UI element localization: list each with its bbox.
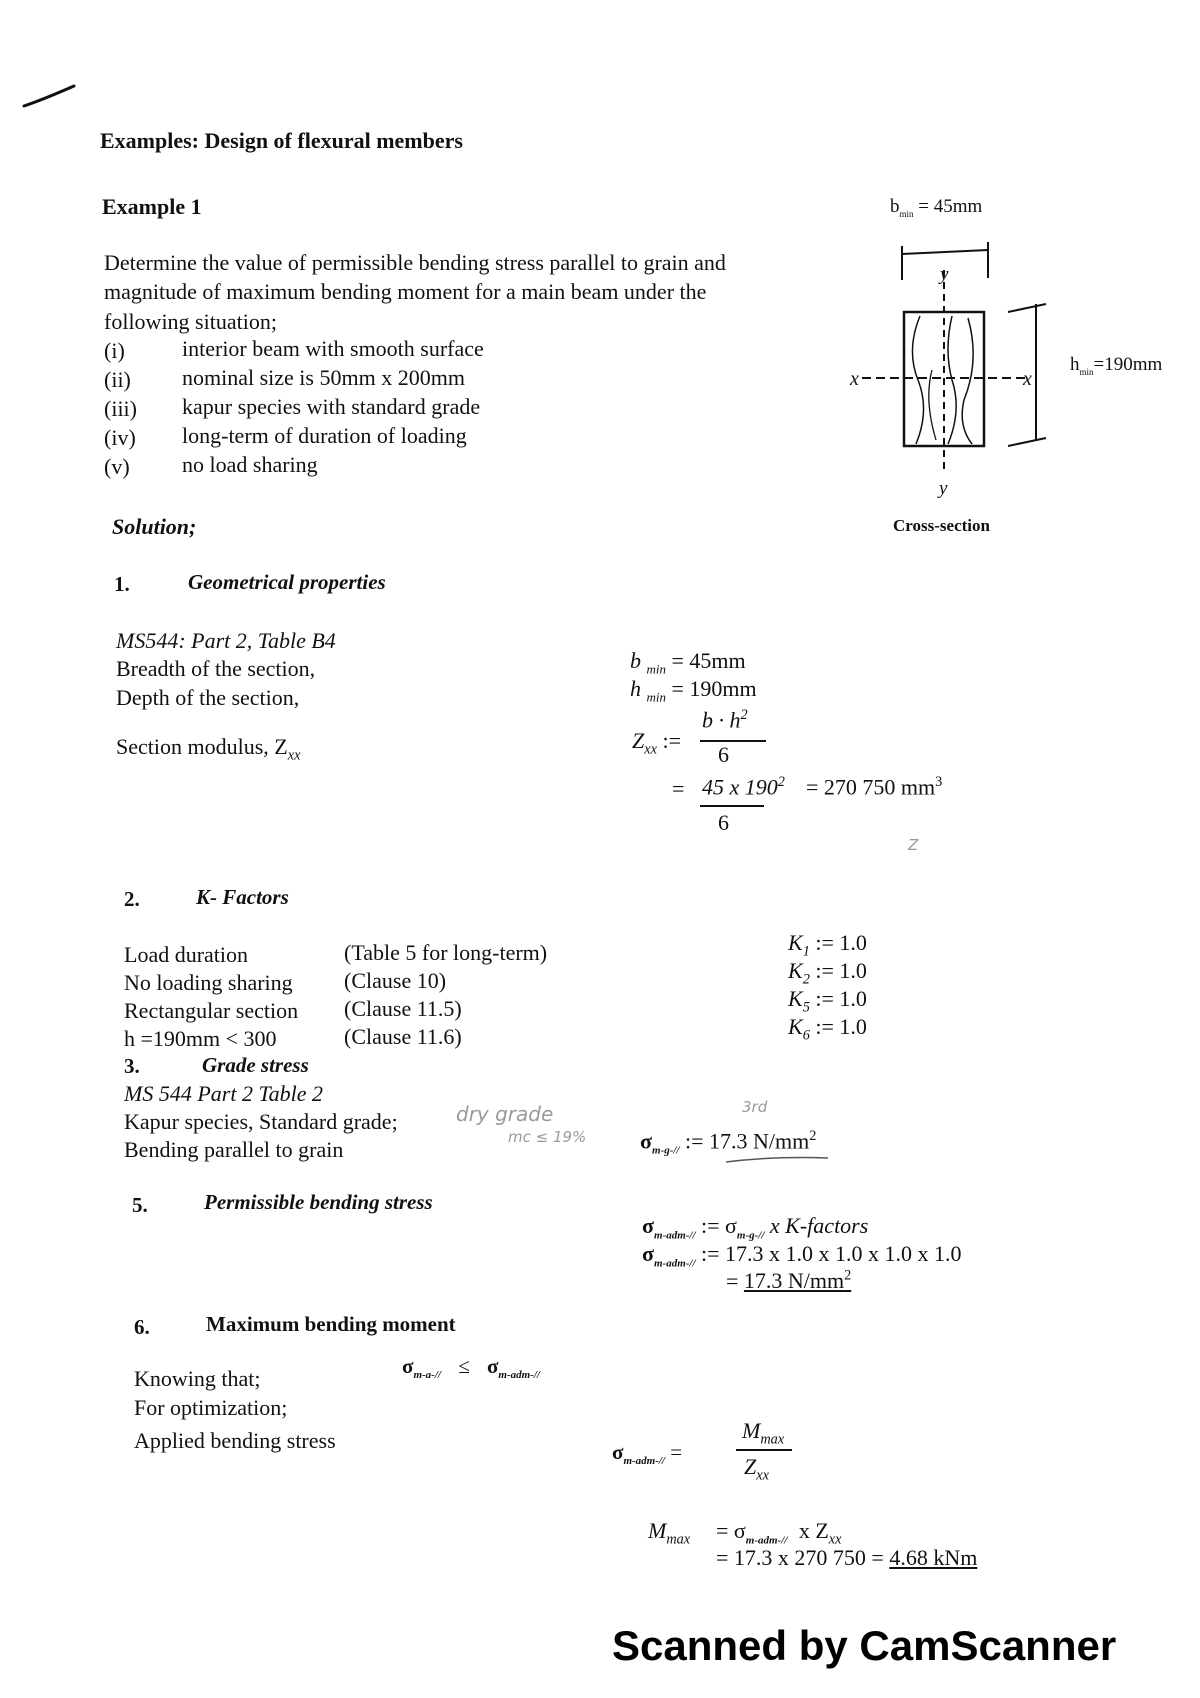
x-axis-label-right: x bbox=[1023, 368, 1032, 390]
k-row-value: $K_5$ := 1.0 bbox=[788, 986, 867, 1016]
s3-species: Kapur species, Standard grade; bbox=[124, 1109, 398, 1134]
s2-number: 2. bbox=[124, 887, 140, 911]
k-row-label: No loading sharing bbox=[124, 970, 293, 995]
k-row-ref: (Clause 11.5) bbox=[344, 996, 462, 1021]
k-row-value: $K_1$ := 1.0 bbox=[788, 930, 867, 960]
handwritten-note: 3rd bbox=[742, 1098, 768, 1116]
calc-denominator: 6 bbox=[718, 810, 729, 835]
s6-optimization: For optimization; bbox=[134, 1395, 288, 1420]
y-axis-label-top: y bbox=[940, 264, 949, 285]
list-item-text: no load sharing bbox=[182, 452, 318, 477]
margin-note-z: Z bbox=[908, 836, 919, 854]
example-title: Example 1 bbox=[102, 194, 202, 219]
calc-result: = 270 750 $mm^3$ bbox=[806, 774, 943, 800]
s3-reference: MS 544 Part 2 Table 2 bbox=[124, 1081, 324, 1106]
s5-number: 5. bbox=[132, 1193, 148, 1217]
calc-numerator: 45 x $190^2$ bbox=[702, 774, 785, 800]
modulus-denominator: 6 bbox=[718, 742, 729, 767]
stress-inequality: $\sigma_{m-a-//} \le \sigma_{m-adm-//}$ bbox=[402, 1354, 540, 1382]
s5-title: Permissible bending stress bbox=[204, 1190, 433, 1214]
modulus-fraction-bar bbox=[700, 740, 766, 742]
cross-section-drawing bbox=[840, 240, 1070, 500]
moment-line-1: = $\sigma_{m-adm-//}$ x $Z_{xx}$ bbox=[716, 1518, 842, 1548]
s6-number: 6. bbox=[134, 1315, 150, 1339]
k-row-value: $K_2$ := 1.0 bbox=[788, 958, 867, 988]
list-item-num: (ii) bbox=[104, 367, 131, 392]
y-axis-label-bottom: y bbox=[939, 478, 948, 499]
stress-fraction-numerator: $M_{max}$ bbox=[742, 1418, 785, 1448]
list-item-text: kapur species with standard grade bbox=[182, 394, 481, 419]
s5-line-3: = 17.3 $N/mm^2$ bbox=[726, 1268, 852, 1294]
k-row-value: $K_6$ := 1.0 bbox=[788, 1014, 867, 1044]
list-item-num: (i) bbox=[104, 338, 125, 363]
problem-line-3: following situation; bbox=[104, 309, 277, 334]
s3-number: 3. bbox=[124, 1054, 140, 1078]
calc-fraction-bar bbox=[700, 805, 764, 807]
figure-b-label: $b_{min} = 45mm$ bbox=[890, 196, 983, 219]
solution-label: Solution; bbox=[112, 514, 197, 539]
s1-modulus-label: Section modulus, $Z_{xx}$ bbox=[116, 734, 301, 764]
list-item-text: nominal size is 50mm x 200mm bbox=[182, 365, 465, 390]
hand-underline bbox=[724, 1152, 834, 1166]
k-row-ref: (Clause 11.6) bbox=[344, 1024, 462, 1049]
s5-line-1: $\sigma_{m-adm-//}$ := $\sigma_{m-g-//}$ x K-factors bbox=[642, 1213, 869, 1242]
list-item-text: long-term of duration of loading bbox=[182, 423, 467, 448]
modulus-numerator: $b \cdot h^2$ bbox=[702, 707, 748, 733]
s6-applied: Applied bending stress bbox=[134, 1428, 336, 1453]
handwritten-note: dry grade bbox=[456, 1102, 554, 1126]
k-row-ref: (Table 5 for long-term) bbox=[344, 940, 548, 965]
calc-equals: = bbox=[672, 776, 685, 801]
k-row-label: h =190mm < 300 bbox=[124, 1026, 277, 1051]
s2-title: K- Factors bbox=[196, 885, 289, 909]
handwritten-note: mc ≤ 19% bbox=[508, 1128, 587, 1146]
modulus-lhs: $Z_{xx}$ := bbox=[632, 728, 681, 758]
camscanner-watermark: Scanned by CamScanner bbox=[612, 1622, 1117, 1669]
figure-h-label: $h_{min}=190mm$ bbox=[1070, 354, 1163, 377]
stress-fraction-lhs: $\sigma_{m-adm-//}$ = bbox=[612, 1440, 683, 1468]
s6-knowing: Knowing that; bbox=[134, 1366, 261, 1391]
stress-fraction-bar bbox=[736, 1449, 792, 1451]
page-heading: Examples: Design of flexural members bbox=[100, 128, 463, 153]
s1-depth-label: Depth of the section, bbox=[116, 685, 300, 710]
problem-line-2: magnitude of maximum bending moment for a main beam under the bbox=[104, 279, 707, 304]
s6-title: Maximum bending moment bbox=[206, 1312, 456, 1336]
list-item-text: interior beam with smooth surface bbox=[182, 336, 484, 361]
s5-line-2: $\sigma_{m-adm-//}$ := 17.3 x 1.0 x 1.0 x 1.0 x 1.0 bbox=[642, 1241, 962, 1270]
grade-stress-value: $\sigma_{m-g-//}$ := 17.3 $N/mm^2$ bbox=[640, 1128, 817, 1157]
k-row-label: Load duration bbox=[124, 942, 249, 967]
s1-title: Geometrical properties bbox=[188, 570, 386, 594]
list-item-num: (v) bbox=[104, 454, 130, 479]
k-row-ref: (Clause 10) bbox=[344, 968, 447, 993]
list-item-num: (iii) bbox=[104, 396, 137, 421]
s1-breadth-eq: b $_{min}$ = 45mm bbox=[630, 648, 746, 677]
s1-breadth-label: Breadth of the section, bbox=[116, 656, 316, 681]
moment-lhs: $M_{max}$ bbox=[648, 1518, 691, 1548]
pen-mark bbox=[20, 82, 80, 112]
s3-bending: Bending parallel to grain bbox=[124, 1137, 344, 1162]
figure-caption: Cross-section bbox=[893, 516, 990, 535]
k-row-label: Rectangular section bbox=[124, 998, 299, 1023]
x-axis-label-left: x bbox=[850, 368, 859, 390]
s1-number: 1. bbox=[114, 572, 130, 596]
s1-depth-eq: h $_{min}$ = 190mm bbox=[630, 676, 757, 705]
s1-reference: MS544: Part 2, Table B4 bbox=[116, 628, 336, 653]
s3-title: Grade stress bbox=[202, 1053, 309, 1077]
moment-line-2: = 17.3 x 270 750 = 4.68 kNm bbox=[716, 1545, 978, 1570]
stress-fraction-denominator: $Z_{xx}$ bbox=[744, 1454, 769, 1484]
problem-line-1: Determine the value of permissible bending stress parallel to grain and bbox=[104, 250, 726, 275]
list-item-num: (iv) bbox=[104, 425, 136, 450]
